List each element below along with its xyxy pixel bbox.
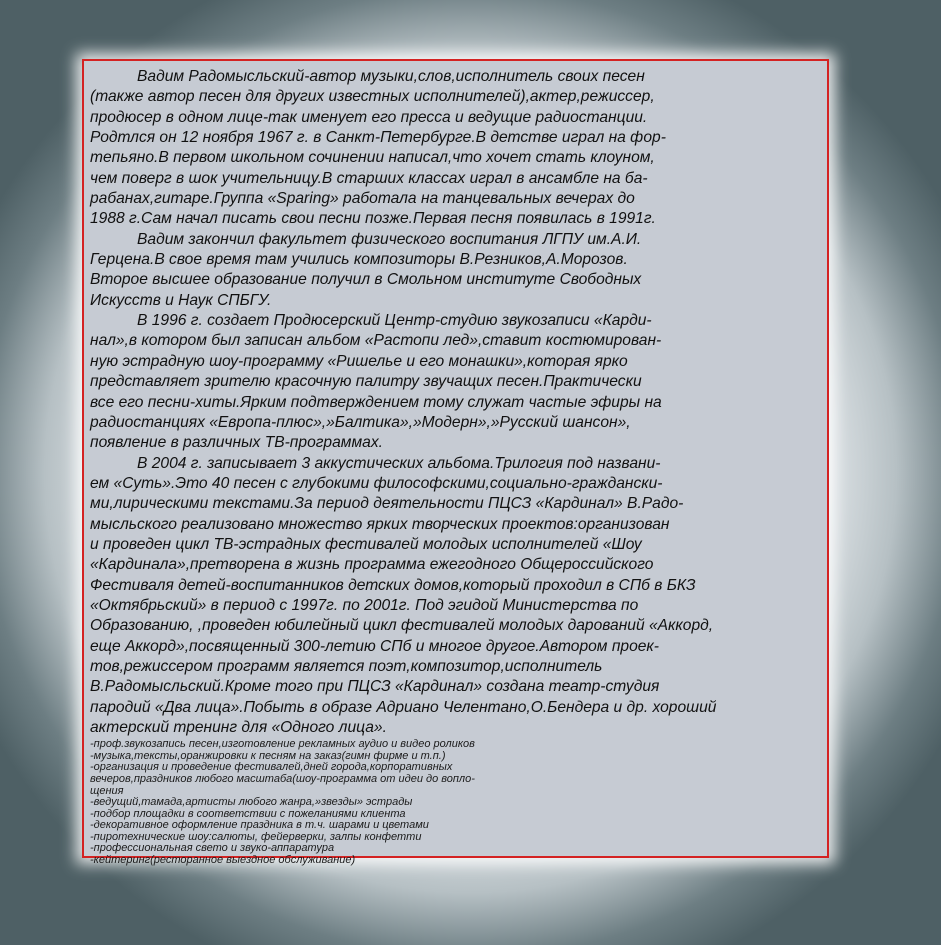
text-line: мысльского реализовано множество ярких творческих проектов:организован	[90, 515, 670, 533]
service-item: -проф.звукозапись песен,изготовление рекламных аудио и видео роликов	[90, 738, 475, 751]
text-line: и проведен цикл ТВ-эстрадных фестивалей молодых исполнителей «Шоу	[90, 535, 642, 553]
text-line: тепьяно.В первом школьном сочинении написал,что хочет стать клоуном,	[90, 149, 655, 167]
text-line: представляет зрителю красочную палитру звучащих песен.Практически	[90, 373, 642, 391]
service-item: -подбор площадки в соответствии с пожеланиями клиента	[90, 807, 406, 820]
text-line: Родтлся он 12 ноября 1967 г. в Санкт-Петербурге.В детстве играл на фор-	[90, 129, 666, 147]
text-line: «Кардинала»,претворена в жизнь программа ежегодного Общероссийского	[90, 556, 654, 574]
text-line: актерский тренинг для «Одного лица».	[90, 719, 387, 736]
text-line: рабанах,гитаре.Группа «Sparing» работала на танцевальных вечерах до	[90, 190, 635, 208]
text-line: «Октябрьский» в период с 1997г. по 2001г. Под эгидой Министерства по	[90, 596, 639, 614]
text-line: ную эстрадную шоу-программу «Ришелье и его монашки»,которая ярко	[90, 352, 628, 370]
service-item: -профессиональная свето и звуко-аппаратура	[90, 842, 335, 855]
text-line: В 2004 г. записывает 3 аккустических альбома.Трилогия под названи-	[137, 454, 661, 472]
text-line: ем «Суть».Это 40 песен с глубокими философскими,социально-граждански-	[90, 474, 663, 492]
service-item: -организация и проведение фестивалей,дней города,корпоративных	[90, 761, 453, 774]
text-line: (также автор песен для других известных исполнителей),актер,режиссер,	[90, 88, 655, 106]
text-line: пародий «Два лица».Побыть в образе Адриано Челентано,О.Бендера и др. хороший	[90, 698, 717, 716]
service-item: -ведущий,тамада,артисты любого жанра,»звезды» эстрады	[90, 796, 413, 809]
text-line: 1988 г.Сам начал писать свои песни позже.Первая песня появилась в 1991г.	[90, 210, 656, 228]
text-line: радиостанциях «Европа-плюс»,»Балтика»,»Модерн»,»Русский шансон»,	[90, 413, 631, 431]
text-line: Второе высшее образование получил в Смольном институте Свободных	[90, 271, 642, 289]
text-line: тов,режиссером программ является поэт,композитор,исполнитель	[90, 657, 603, 675]
text-line: В.Радомысльский.Кроме того при ПЦСЗ «Кардинал» создана театр-студия	[90, 678, 660, 696]
text-line: чем поверг в шок учительницу.В старших классах играл в ансамбле на ба-	[90, 169, 648, 187]
text-line: Вадим Радомысльский-автор музыки,слов,исполнитель своих песен	[137, 68, 645, 85]
text-line: нал»,в котором был записан альбом «Растопи лед»,ставит костюмирован-	[90, 332, 662, 350]
biography-text	[90, 67, 819, 738]
text-line: Герцена.В свое время там учились композиторы В.Резников,А.Морозов.	[90, 251, 628, 269]
text-line: В 1996 г. создает Продюсерский Центр-студию звукозаписи «Карди-	[137, 312, 652, 330]
service-item: вечеров,праздников любого масштаба(шоу-программа от идеи до вопло-	[90, 772, 475, 785]
text-line: Вадим закончил факультет физического воспитания ЛГПУ им.А.И.	[137, 230, 642, 248]
service-item: -декоративное оформление праздника в т.ч. шарами и цветами	[90, 819, 429, 832]
text-line: ми,лирическими текстами.За период деятельности ПЦСЗ «Кардинал» В.Радо-	[90, 495, 684, 513]
service-item: щения	[90, 784, 124, 797]
service-item: -кейтеринг(ресторанное выездное обслуживание)	[90, 853, 356, 866]
text-line: продюсер в одном лице-так именует его пресса и ведущие радиостанции.	[90, 108, 648, 126]
services-list	[90, 739, 819, 866]
text-line: еще Аккорд»,посвященный 300-летию СПб и многое другое.Автором проек-	[90, 637, 659, 655]
service-item: -пиротехнические шоу:салюты, фейерверки, залпы конфетти	[90, 830, 422, 843]
text-line: Образованию, ,проведен юбилейный цикл фестивалей молодых дарований «Аккорд,	[90, 617, 714, 635]
text-line: все его песни-хиты.Ярким подтверждением тому служат частые эфиры на	[90, 393, 662, 411]
service-item: -музыка,тексты,оранжировки к песням на заказ(гимн фирме и т.п.)	[90, 749, 446, 762]
text-line: Искусств и Наук СПБГУ.	[90, 291, 272, 309]
scanned-page	[82, 59, 829, 866]
text-line: появление в различных ТВ-программах.	[90, 434, 383, 452]
text-line: Фестиваля детей-воспитанников детских домов,который проходил в СПб в БКЗ	[90, 576, 696, 594]
